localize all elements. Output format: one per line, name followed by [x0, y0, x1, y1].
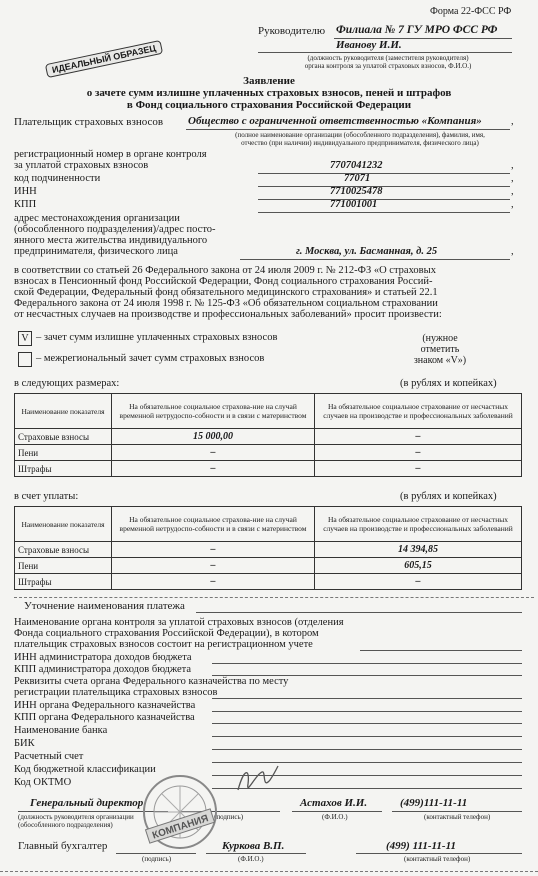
- field-kpp-value: 771001001: [330, 199, 378, 210]
- payer-hint-1: (полное наименование организации (обособленного подразделения), фамилия, имя,: [235, 131, 485, 139]
- payer-label: Плательщик страховых взносов: [14, 116, 164, 128]
- title-line-3: в Фонд социального страхования Российской Федерации: [126, 99, 412, 111]
- title-line-1: Заявление: [243, 75, 295, 87]
- addressee-person: Иванову И.И.: [336, 39, 402, 51]
- law-line-2: взносах в Пенсионный фонд Российской Федерации, Фонд социального страхования Россий-: [14, 276, 433, 287]
- refine-item: регистрации плательщика страховых взносов: [14, 687, 218, 698]
- refine-item: Код бюджетной классификации: [14, 764, 156, 775]
- table-row: Пени – –: [15, 445, 522, 461]
- address-label-1: адрес местонахождения организации: [14, 213, 180, 224]
- hint-position-2: (обособленного подразделения): [18, 821, 113, 829]
- seal-text: КОМПАНИЯ: [151, 813, 210, 842]
- refine-body-3: плательщик страховых взносов состоит на регистрационном учете: [14, 639, 313, 650]
- company-seal: [140, 772, 220, 852]
- acc-hint-phone: (контактный телефон): [404, 855, 471, 863]
- refine-item: Код ОКТМО: [14, 777, 72, 788]
- addressee-hint-2: органа контроля за уплатой страховых взносов, Ф.И.О.): [304, 62, 472, 70]
- field-reg-label-1: регистрационный номер в органе контроля: [14, 149, 207, 160]
- table1-units: (в рублях и копейках): [400, 378, 497, 389]
- note-line-3: знаком «V»): [413, 355, 467, 366]
- addressee-hint-1: (должность руководителя (заместителя руководителя): [307, 54, 469, 62]
- field-inn-label: ИНН: [14, 186, 37, 197]
- t1-header-col2: На обязательное социальное страхование от несчастных случаев на производстве и профессиональных заболеваний: [315, 394, 522, 429]
- title-line-2: о зачете сумм излишне уплаченных страховых взносов, пеней и штрафов: [86, 87, 452, 99]
- payment-table: [14, 506, 522, 590]
- table2-caption: в счет уплаты:: [14, 491, 79, 502]
- refine-item: ИНН администратора доходов бюджета: [14, 652, 192, 663]
- addressee-org: Филиала № 7 ГУ МРО ФСС РФ: [336, 24, 498, 36]
- t2-header-col1: На обязательное социальное страхова-ние на случай временной нетрудоспо-собности и в связи с материнством: [112, 507, 315, 542]
- hint-fio: (Ф.И.О.): [322, 813, 348, 821]
- addressee-label: Руководителю: [258, 25, 326, 37]
- acc-hint-fio: (Ф.И.О.): [238, 855, 264, 863]
- hint-position: (должность руководителя организации: [18, 813, 134, 821]
- t1-header-col1: На обязательное социальное страхова-ние на случай временной нетрудоспо-собности и в связи с материнством: [112, 394, 315, 429]
- offset-option-label: – зачет сумм излишне уплаченных страховых взносов: [36, 332, 278, 343]
- form-number: Форма 22-ФСС РФ: [430, 6, 512, 17]
- sample-badge: ИДЕАЛЬНЫЙ ОБРАЗЕЦ: [45, 40, 163, 78]
- refine-item: КПП органа Федерального казначейства: [14, 712, 195, 723]
- table-row: Штрафы – –: [15, 461, 522, 477]
- refine-body-2: Фонда социального страхования Российской Федерации), в котором: [14, 628, 319, 639]
- table1-caption: в следующих размерах:: [14, 378, 120, 389]
- table-row: Страховые взносы 15 000,00 –: [15, 429, 522, 445]
- acc-hint-sign: (подпись): [142, 855, 172, 863]
- hint-sign: (подпись): [214, 813, 244, 821]
- amounts-table: [14, 393, 522, 477]
- accountant-phone: (499) 111-11-11: [386, 840, 456, 852]
- law-line-1: в соответствии со статьей 26 Федерального закона от 24 июля 2009 г. № 212-ФЗ «О страховых: [14, 265, 436, 276]
- field-kpp-label: КПП: [14, 199, 37, 210]
- interregional-option-label: – межрегиональный зачет сумм страховых взносов: [36, 353, 265, 364]
- note-line-2: отметить: [420, 344, 460, 355]
- law-line-4: Федерального закона от 24 июля 1998 г. № 125-ФЗ «Об обязательном социальном страховании: [14, 298, 438, 309]
- note-line-1: (нужное: [422, 333, 458, 344]
- refine-item: Расчетный счет: [14, 751, 84, 762]
- refine-item: КПП администратора доходов бюджета: [14, 664, 192, 675]
- t1-header-name: Наименование показателя: [15, 394, 112, 429]
- table-row: Штрафы – –: [15, 574, 522, 590]
- table-row: Пени – 605,15: [15, 558, 522, 574]
- law-line-3: ской Федерации, Федеральный фонд обязательного медицинского страхования» и статьей 22.1: [14, 287, 438, 298]
- address-label-3: янного места жительства индивидуального: [14, 235, 208, 246]
- field-reg-label-2: за уплатой страховых взносов: [14, 160, 149, 171]
- director-title: Генеральный директор: [30, 797, 144, 809]
- payer-hint-2: отчество (при наличии) индивидуального предпринимателя, физического лица): [241, 139, 479, 147]
- field-code-value: 77071: [344, 173, 371, 184]
- refine-item: Наименование банка: [14, 725, 108, 736]
- interregional-option-checkbox[interactable]: [18, 352, 32, 367]
- accountant-label: Главный бухгалтер: [18, 840, 108, 852]
- t2-header-name: Наименование показателя: [15, 507, 112, 542]
- t2-header-col2: На обязательное социальное страхование от несчастных случаев на производстве и профессиональных заболеваний: [315, 507, 522, 542]
- address-label-2: (обособленного подразделения)/адрес посто-: [14, 224, 216, 235]
- offset-option-checkbox[interactable]: V: [18, 331, 32, 346]
- hint-phone: (контактный телефон): [424, 813, 491, 821]
- payer-value: Общество с ограниченной ответственностью «Компания»: [188, 115, 482, 127]
- table-row: Страховые взносы – 14 394,85: [15, 542, 522, 558]
- signature-scribble: [232, 760, 282, 800]
- refine-item: ИНН органа Федерального казначейства: [14, 700, 196, 711]
- refine-title: Уточнение наименования платежа: [24, 600, 185, 612]
- address-label-4: предпринимателя, физического лица: [14, 246, 178, 257]
- refine-item: Реквизиты счета органа Федерального казначейства по месту: [14, 676, 289, 687]
- refine-item: БИК: [14, 738, 35, 749]
- field-reg-value: 7707041232: [330, 160, 383, 171]
- table2-units: (в рублях и копейках): [400, 491, 497, 502]
- director-phone: (499)111-11-11: [400, 797, 468, 809]
- refine-body-1: Наименование органа контроля за уплатой страховых взносов (отделения: [14, 617, 344, 628]
- field-code-label: код подчиненности: [14, 173, 101, 184]
- accountant-name: Куркова В.П.: [222, 840, 285, 852]
- director-name: Астахов И.И.: [300, 797, 368, 809]
- address-value: г. Москва, ул. Басманная, д. 25: [296, 246, 438, 257]
- document-page: Форма 22-ФСС РФ ИДЕАЛЬНЫЙ ОБРАЗЕЦ Руководителю Филиала № 7 ГУ МРО ФСС РФ Иванову И.И. (должность руководителя (заместителя руководителя) органа контроля за уплатой страховых взносов, Ф.И.О.) Заявление о зачете сумм излишне уплаченных страховых взносов, пеней и штрафов в Фонд социального страхования Российской Федерации Плательщик страховых взносов Общество с ограниченной ответственностью «Компания» , (полное наименование организации (обособленного подразделения), фамилия, имя, отчество (при наличии) индивидуального предпринимателя, физического лица) регистрационный номер в органе контроля за уплатой страховых взносов 7707041232 , код подчиненности 77071 , ИНН 7710025478 , КПП 771001001 , адрес местонахождения организации (обособленного подразделения)/адрес посто- янного места жительства индивидуального предпринимателя, физического лица г. Москва, ул. Басманная, д. 25 , в соответствии со статьей 26 Федерального закона от 24 июля 2009 г. № 212-ФЗ «О страховых взносах в Пенсионный фонд Российской Федерации, Фонд социального страхования Россий- ской Федерации, Федеральный фонд обязательного медицинского страхования» и статьей 22.1 Федерального закона от 24 июля 1998 г. № 125-ФЗ «Об обязательном социальном страховании от несчастных случаев на производстве и профессиональных заболеваний» просит произвести: V – зачет сумм излишне уплаченных страховых взносов – межрегиональный зачет сумм страховых взносов (нужное отметить знаком «V») в следующих размерах: (в рублях и копейках) Наименование показателя На обязательное социальное страхова-ние на случай временной нетрудоспо-собности и в связи с материнством На обязательное социальное страхование от несчастных случаев на производстве и профессиональных заболеваний Страховые взносы 15 000,00 – Пени – – Штрафы – – в счет уплаты: (в рублях и копейках) Наименование показателя На обязательное социальное страхова-ние на случай временной нетрудоспо-собности и в связи с материнством На обязательное социальное страхование от несчастных случаев на производстве и профессиональных заболеваний Страховые взносы – 14 394,85 Пени – 605,15 Штрафы – – Уточнение наименования платежа Наименование органа контроля за уплатой страховых взносов (отделения Фонда социального страхования Российской Федерации), в котором плательщик страховых взносов состоит на регистрационном учете ИНН администратора доходов бюджета КПП администратора доходов бюджета Реквизиты счета органа Федерального казначейства по месту регистрации плательщика страховых взносов ИНН органа Федерального казначейства КПП органа Федерального казначейства Наименование банка БИК Расчетный счет Код бюджетной классификации Код ОКТМО Генеральный директор Астахов И.И. (499)111-11-11 (должность руководителя организации (обособленного подразделения) (подпись) (Ф.И.О.) (контактный телефон) Главный бухгалтер Куркова В.П. (499) 111-11-11 (подпись) (Ф.И.О.) (контактный телефон) КОМПАНИЯ: [0, 0, 538, 876]
- law-line-5: от несчастных случаев на производстве и профессиональных заболеваний» просит произвести:: [14, 309, 442, 320]
- field-inn-value: 7710025478: [330, 186, 383, 197]
